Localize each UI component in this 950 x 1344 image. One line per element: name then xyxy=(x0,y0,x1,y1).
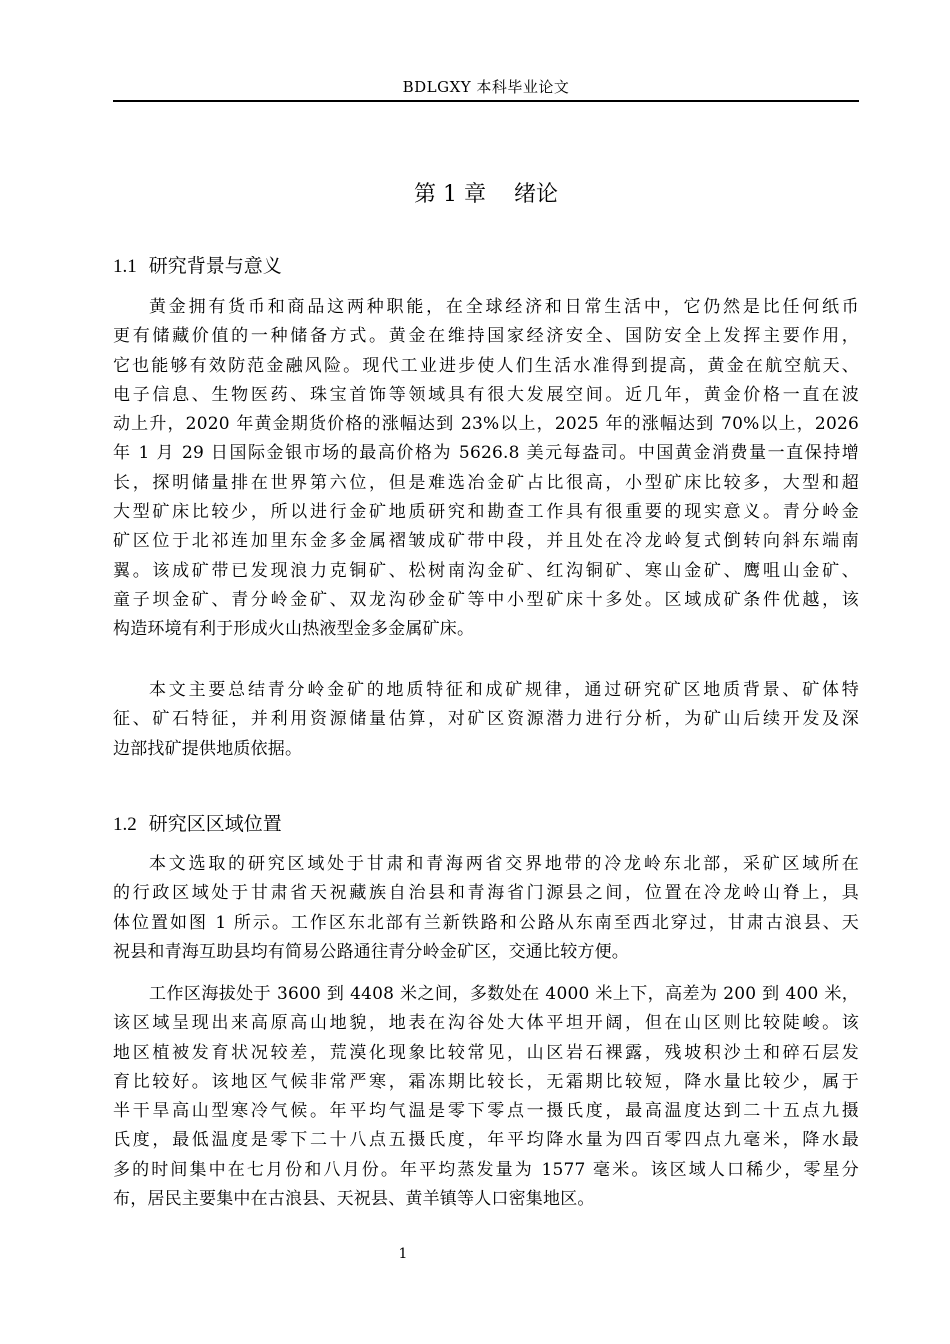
section-title: 研究背景与意义 xyxy=(148,255,282,277)
paragraph-1-1-b xyxy=(113,676,859,764)
paragraph-line: 边部找矿提供地质依据。 xyxy=(113,738,303,759)
paragraph-line: 半干旱高山型寒冷气候。年平均气温是零下零点一摄氏度，最高温度达到二十五点九摄 xyxy=(113,1101,859,1122)
paragraph-line: 翼。该成矿带已发现浪力克铜矿、松树南沟金矿、红沟铜矿、寒山金矿、鹰咀山金矿、 xyxy=(113,560,859,581)
header-rule xyxy=(113,100,859,102)
paragraph-line: 祝县和青海互助县均有简易公路通往青分岭金矿区，交通比较方便。 xyxy=(113,941,629,962)
paragraph-line: 多的时间集中在七月份和八月份。年平均蒸发量为 1577 毫米。该区域人口稀少，零星分 xyxy=(113,1159,859,1180)
paragraph-line: 动上升，2020 年黄金期货价格的涨幅达到 23%以上，2025 年的涨幅达到 70%以上，2026 xyxy=(113,414,859,435)
paragraph-line: 构造环境有利于形成火山热液型金多金属矿床。 xyxy=(113,619,475,640)
paragraph-1-2-a xyxy=(113,850,859,967)
paragraph-line: 电子信息、生物医药、珠宝首饰等领域具有很大发展空间。近几年，黄金价格一直在波 xyxy=(113,384,859,405)
paragraph-line: 氏度，最低温度是零下二十八点五摄氏度，年平均降水量为四百零四点九毫米，降水最 xyxy=(113,1130,859,1151)
chapter-title: 第 1 章 绪论 xyxy=(414,182,558,207)
section-heading-1-1 xyxy=(113,251,859,282)
paragraph-line: 的行政区域处于甘肃省天祝藏族自治县和青海省门源县之间，位置在冷龙岭山脊上，具 xyxy=(113,883,859,904)
paragraph-1-1-a xyxy=(113,293,859,645)
paragraph-1-2-b xyxy=(113,980,859,1214)
paragraph-line: 布，居民主要集中在古浪县、天祝县、黄羊镇等人口密集地区。 xyxy=(113,1189,595,1210)
paragraph-line: 地区植被发育状况较差，荒漠化现象比较常见，山区岩石裸露，残坡积沙土和碎石层发 xyxy=(113,1042,859,1063)
paragraph-line: 矿区位于北祁连加里东金多金属褶皱成矿带中段，并且处在冷龙岭复式倒转向斜东端南 xyxy=(113,531,859,552)
paragraph-line: 该区域呈现出来高原高山地貌，地表在沟谷处大体平坦开阔，但在山区则比较陡峻。该 xyxy=(113,1013,859,1034)
paragraph-line: 长，探明储量排在世界第六位，但是难选冶金矿占比很高，小型矿床比较多，大型和超 xyxy=(113,472,859,493)
paragraph-line: 育比较好。该地区气候非常严寒，霜冻期比较长，无霜期比较短，降水量比较少，属于 xyxy=(113,1071,859,1092)
paragraph-line: 它也能够有效防范金融风险。现代工业进步使人们生活水准得到提高，黄金在航空航天、 xyxy=(113,355,859,376)
section-title: 研究区区域位置 xyxy=(148,813,282,835)
section-heading-1-2 xyxy=(113,809,859,840)
section-number: 1.1 xyxy=(113,256,137,277)
running-header: BDLGXY 本科毕业论文 xyxy=(402,78,570,96)
paragraph-line: 大型矿床比较少，所以进行金矿地质研究和勘查工作具有很重要的现实意义。青分岭金 xyxy=(113,502,859,523)
paragraph-line: 征、矿石特征，并利用资源储量估算，对矿区资源潜力进行分析，为矿山后续开发及深 xyxy=(113,709,859,730)
paragraph-line: 体位置如图 1 所示。工作区东北部有兰新铁路和公路从东南至西北穿过，甘肃古浪县、天 xyxy=(113,912,859,933)
paragraph-line: 本文主要总结青分岭金矿的地质特征和成矿规律，通过研究矿区地质背景、矿体特 xyxy=(149,680,859,700)
page-number: 1 xyxy=(398,1246,408,1262)
paragraph-line: 更有储藏价值的一种储备方式。黄金在维持国家经济安全、国防安全上发挥主要作用， xyxy=(113,326,859,347)
paragraph-line: 童子坝金矿、青分岭金矿、双龙沟砂金矿等中小型矿床十多处。区域成矿条件优越，该 xyxy=(113,589,859,610)
paragraph-line: 年 1 月 29 日国际金银市场的最高价格为 5626.8 美元每盎司。中国黄金消费量一直保持增 xyxy=(113,443,859,464)
paragraph-line: 黄金拥有货币和商品这两种职能，在全球经济和日常生活中，它仍然是比任何纸币 xyxy=(149,297,859,317)
section-number: 1.2 xyxy=(113,814,137,835)
paragraph-line: 工作区海拔处于 3600 到 4408 米之间，多数处在 4000 米上下，高差为 200 到 400 米， xyxy=(149,984,859,1004)
paragraph-line: 本文选取的研究区域处于甘肃和青海两省交界地带的冷龙岭东北部，采矿区域所在 xyxy=(149,854,859,874)
